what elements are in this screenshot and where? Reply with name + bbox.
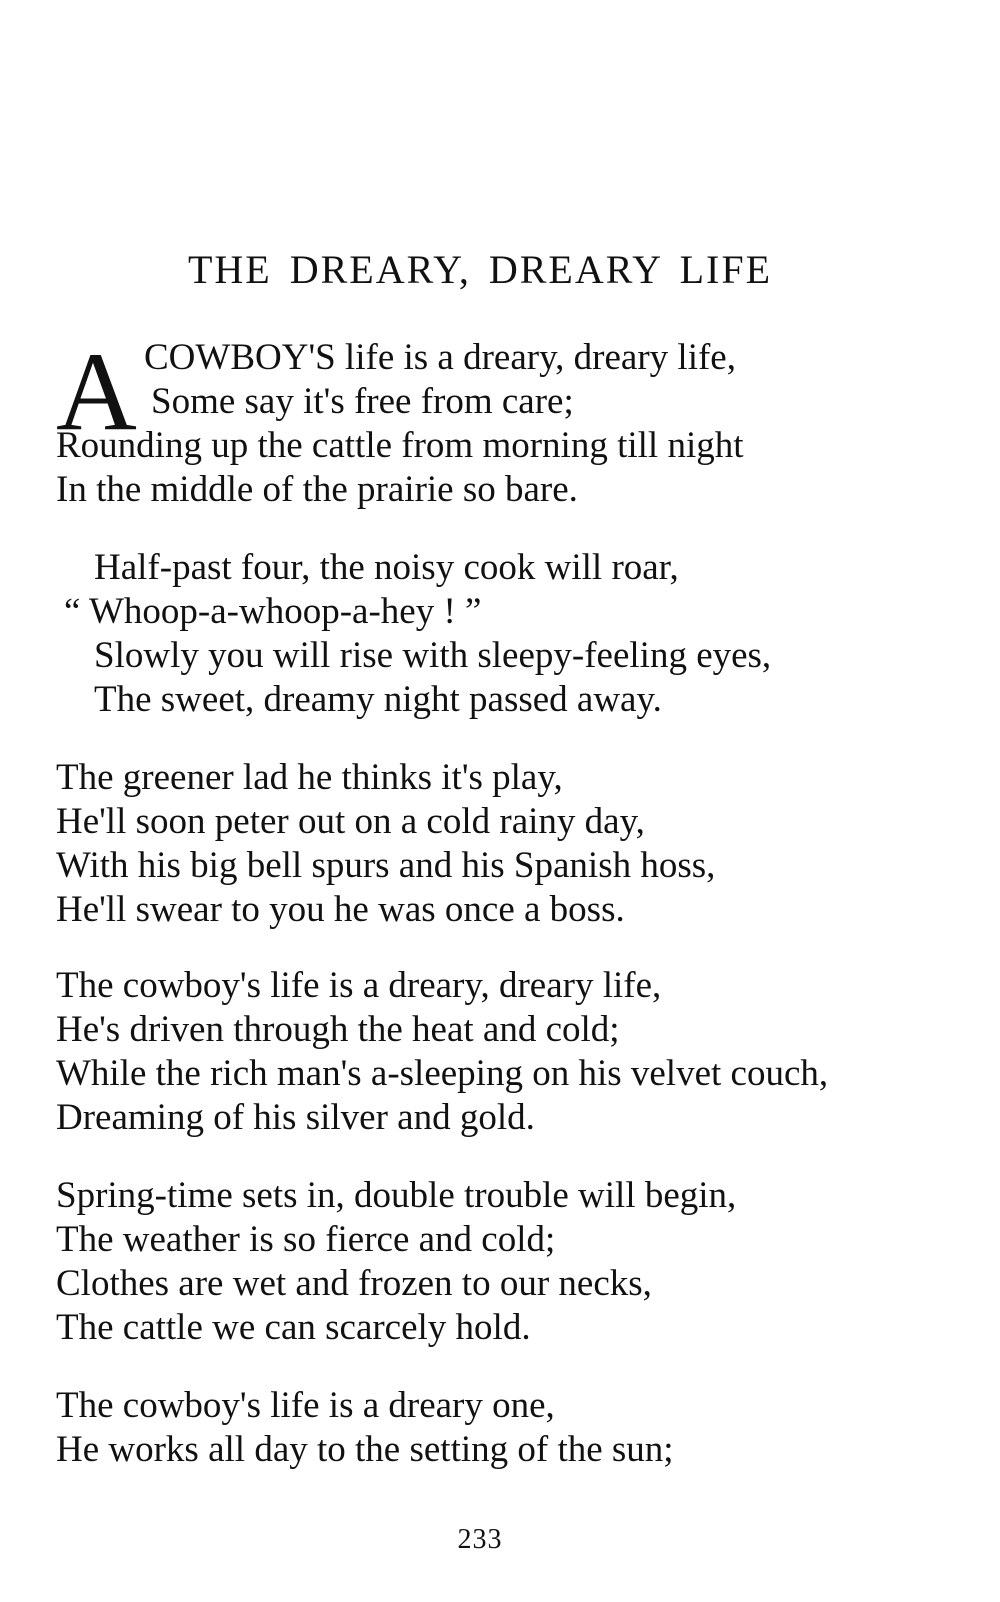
poem-line: The cattle we can scarcely hold.	[56, 1307, 531, 1348]
poem-line: He'll soon peter out on a cold rainy day,	[56, 801, 645, 842]
poem-line: The cowboy's life is a dreary one,	[56, 1385, 555, 1426]
poem-line: While the rich man's a-sleeping on his velvet couch,	[56, 1053, 829, 1094]
poem-line: COWBOY'S life is a dreary, dreary life,	[144, 337, 736, 378]
poem-line: In the middle of the prairie so bare.	[56, 469, 578, 510]
poem-line: Clothes are wet and frozen to our necks,	[56, 1263, 652, 1304]
drop-cap: A	[56, 330, 137, 454]
poem-line: He'll swear to you he was once a boss.	[56, 889, 625, 930]
poem-line: The cowboy's life is a dreary, dreary life,	[56, 965, 662, 1006]
poem-title: THE DREARY, DREARY LIFE	[187, 247, 773, 292]
poem-line: With his big bell spurs and his Spanish hoss,	[56, 845, 716, 886]
poem-line: Rounding up the cattle from morning till night	[56, 425, 744, 466]
poem-line: The weather is so fierce and cold;	[56, 1219, 556, 1260]
poem-line: Half-past four, the noisy cook will roar,	[94, 547, 679, 588]
poem-line: He works all day to the setting of the sun;	[56, 1429, 674, 1470]
poem-line: Some say it's free from care;	[151, 381, 574, 422]
poem-line: Spring-time sets in, double trouble will begin,	[56, 1175, 737, 1216]
poem-line: “ Whoop-a-whoop-a-hey ! ”	[64, 591, 482, 632]
poem-line: The sweet, dreamy night passed away.	[94, 679, 662, 720]
poem-line: Dreaming of his silver and gold.	[56, 1097, 535, 1138]
poem-line: The greener lad he thinks it's play,	[56, 757, 563, 798]
poem-line: He's driven through the heat and cold;	[56, 1009, 620, 1050]
page-number: 233	[457, 1524, 503, 1555]
poem-line: Slowly you will rise with sleepy-feeling eyes,	[94, 635, 772, 676]
